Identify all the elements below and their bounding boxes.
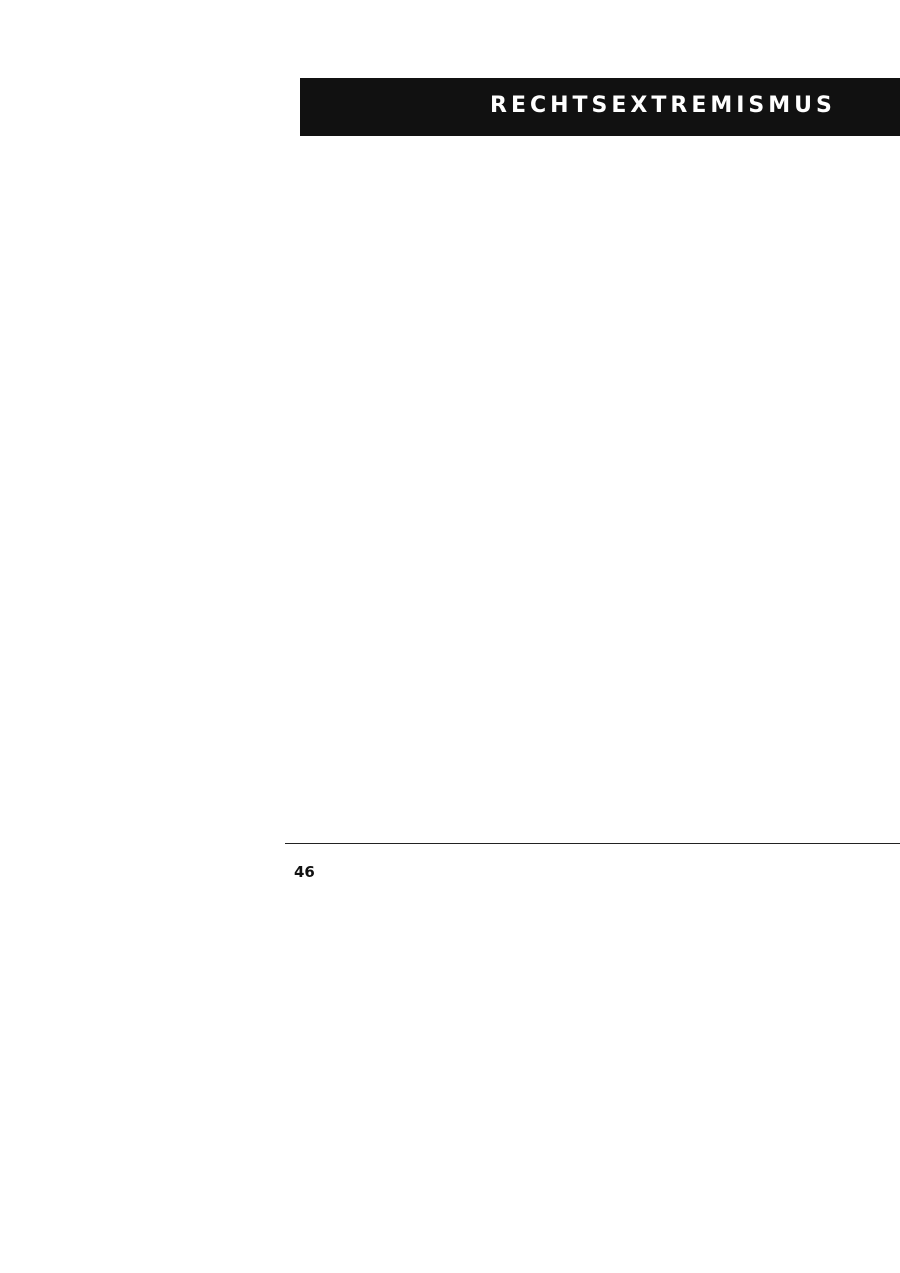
page-number: 46 [294,863,315,881]
chapter-title: RECHTSEXTREMISMUS [490,93,836,118]
footer-divider [285,843,900,844]
